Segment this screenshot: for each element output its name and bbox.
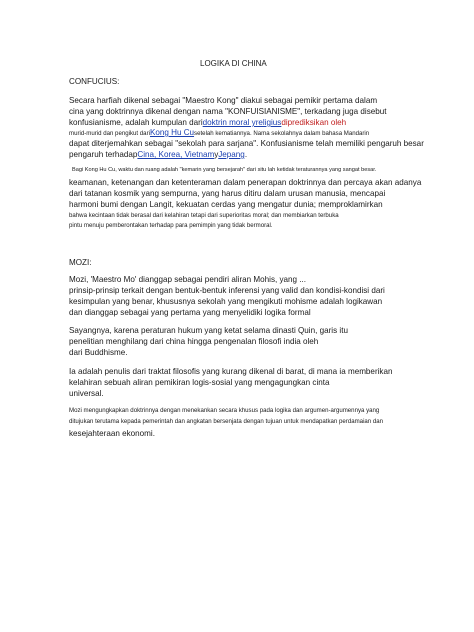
confucius-p1-line5: dapat diterjemahkan sebagai "sekolah para sarjana". Konfusianisme telah memiliki pengaruh besar <box>69 139 424 148</box>
confucius-p1-line4 <box>69 128 369 138</box>
confucius-p1-line6 <box>69 150 247 160</box>
mozi-p1-line1: Mozi, 'Maestro Mo' dianggap sebagai pendiri aliran Mohis, yang ... <box>69 275 307 284</box>
mozi-p3-line3: universal. <box>69 389 104 398</box>
confucius-p2-line4: harmoni bumi dengan Langit, kekuatan cerdas yang mengatur dunia; memproklamirkan <box>69 200 383 209</box>
confucius-p1-line1: Secara harfiah dikenal sebagai "Maestro Kong" diakui sebagai pemikir pertama dalam <box>69 96 378 105</box>
confucius-p2-line6: pintu menuju pemberontakan terhadap para pemimpin yang tidak bermoral. <box>69 222 273 229</box>
mozi-p1-line2: prinsip-prinsip terkait dengan bentuk-bentuk inferensi yang valid dan kondisi-kondisi dari <box>69 286 385 295</box>
link-doktrin-moral[interactable]: doktrin moral yreligius <box>202 118 282 127</box>
mozi-p4-line2: ditujukan terutama kepada pemerintah dan angkatan bersenjata dengan tujuan untuk mendapatkan perdamaian dan <box>69 418 384 425</box>
mozi-p2-line3: dari Buddhisme. <box>69 348 128 357</box>
mozi-p1-line4: dan dianggap sebagai yang pertama yang menyelidiki logika formal <box>69 308 311 317</box>
mozi-p2-line1: Sayangnya, karena peraturan hukum yang ketat selama dinasti Quin, garis itu <box>69 326 348 335</box>
confucius-p2-line2: keamanan, ketenangan dan ketenteraman dalam penerapan doktrinnya dan percaya akan adanya <box>69 178 422 187</box>
confucius-p2-line1: Bagi Kong Hu Cu, waktu dan ruang adalah "kemarin yang bersejarah" dari situ lah ketidak teraturannya yang sangat besar. <box>72 167 377 173</box>
text-span: setelah kematiannya. Nama sekolahnya dalam bahasa Mandarin <box>194 130 370 137</box>
text-span: pengaruh terhadap <box>69 150 138 159</box>
mozi-p1-line3: kesimpulan yang benar, khususnya sekolah yang mengikuti mohisme adalah logikawan <box>69 297 383 306</box>
mozi-heading: MOZI: <box>69 258 92 267</box>
mozi-p2-line2: penelitian menghilang dari china hingga pengenalan filosofi india oleh <box>69 337 319 346</box>
mozi-p4-line1: Mozi mengungkapkan doktrinnya dengan menekankan secara khusus pada logika dan argumen-argumennya yang <box>69 407 380 414</box>
mozi-p3-line1: Ia adalah penulis dari traktat filosofis yang kurang dikenal di barat, di mana ia memberikan <box>69 367 393 376</box>
text-span: murid-murid dan pengikut dari <box>69 130 150 137</box>
confucius-p1-line2: cina yang doktrinnya dikenal dengan nama "KONFUISIANISME", terkadang juga disebut <box>69 107 387 116</box>
text-span: y <box>214 150 219 159</box>
text-span: diprediksikan oleh <box>281 118 347 127</box>
mozi-p4-line3: kesejahteraan ekonomi. <box>69 429 155 438</box>
confucius-p2-line5: bahwa kecintaan tidak berasal dari kelahiran tetapi dari superioritas moral; dan membiarkan terbuka <box>69 212 339 219</box>
text-span: konfusianisme, adalah kumpulan dari <box>69 118 203 127</box>
text-span: . <box>244 150 248 159</box>
link-kong-hu-cu[interactable]: Kong Hu Cu <box>149 128 195 137</box>
link-jepang[interactable]: Jepang <box>218 150 245 159</box>
confucius-p2-line3: dari tatanan kosmik yang sempurna, yang harus ditiru dalam urusan manusia, mencapai <box>69 189 386 198</box>
confucius-heading: CONFUCIUS: <box>69 77 120 86</box>
link-countries[interactable]: Cina, Korea, Vietnam <box>137 150 215 159</box>
document-title: LOGIKA DI CHINA <box>200 59 267 68</box>
mozi-p3-line2: kelahiran sebuah aliran pemikiran logis-sosial yang mengagungkan cinta <box>69 378 330 387</box>
confucius-p1-line3 <box>69 118 346 128</box>
